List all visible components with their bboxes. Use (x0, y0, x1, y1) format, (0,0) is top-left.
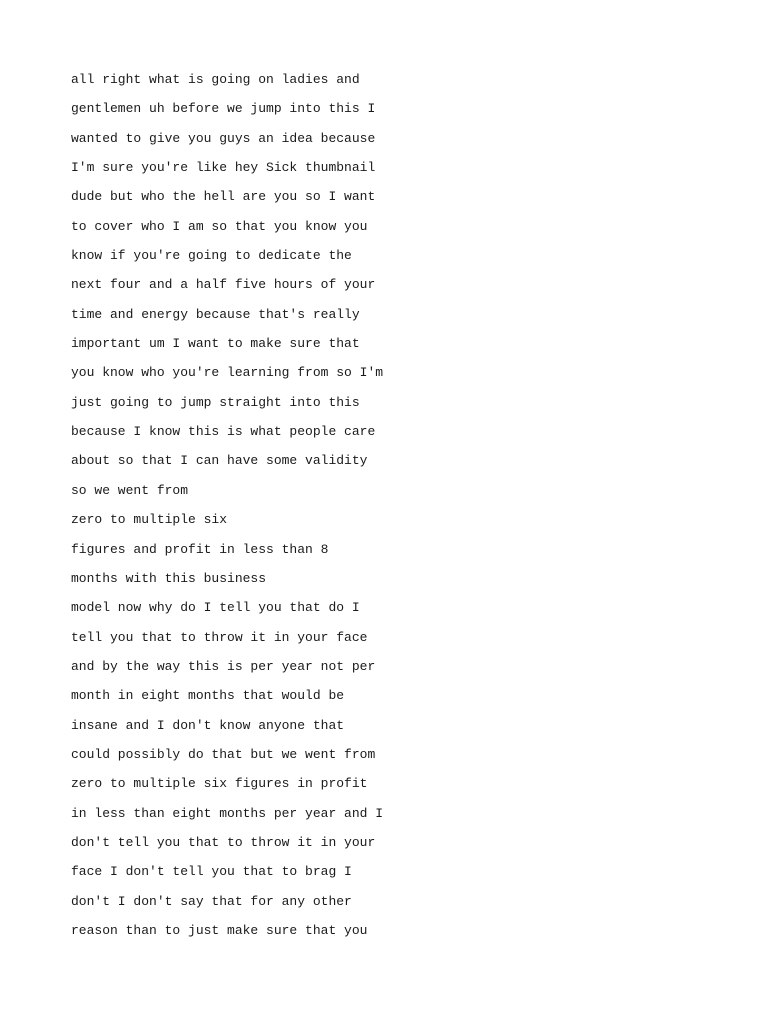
transcript-line: reason than to just make sure that you (71, 922, 368, 938)
transcript-line: model now why do I tell you that do I (71, 600, 360, 616)
transcript-line: tell you that to throw it in your face (71, 629, 368, 645)
transcript-line: and by the way this is per year not per (71, 658, 376, 674)
transcript-line: I'm sure you're like hey Sick thumbnail (71, 160, 376, 176)
transcript-line: dude but who the hell are you so I want (71, 189, 376, 205)
transcript-line: don't I don't say that for any other (71, 893, 352, 909)
transcript-line: so we went from (71, 482, 189, 498)
transcript-line: all right what is going on ladies and (71, 72, 360, 87)
transcript-line: face I don't tell you that to brag I (71, 864, 352, 880)
transcript-page (71, 70, 731, 950)
transcript-line: month in eight months that would be (71, 688, 345, 704)
transcript-line: important um I want to make sure that (71, 336, 360, 352)
transcript-line: zero to multiple six figures in profit (71, 776, 368, 792)
transcript-line: you know who you're learning from so I'm (71, 365, 384, 381)
transcript-line: because I know this is what people care (71, 424, 376, 440)
transcript-line: time and energy because that's really (71, 306, 360, 322)
transcript-line: about so that I can have some validity (71, 453, 368, 469)
transcript-line: figures and profit in less than 8 (71, 541, 329, 557)
transcript-line: gentlemen uh before we jump into this I (71, 101, 376, 117)
transcript-line: don't tell you that to throw it in your (71, 834, 376, 850)
transcript-line: know if you're going to dedicate the (71, 248, 352, 264)
transcript-line: could possibly do that but we went from (71, 746, 376, 762)
transcript-line: just going to jump straight into this (71, 394, 360, 410)
transcript-line: insane and I don't know anyone that (71, 717, 345, 733)
transcript-line: wanted to give you guys an idea because (71, 130, 376, 146)
transcript-line: next four and a half five hours of your (71, 277, 376, 293)
transcript-line: months with this business (71, 570, 267, 586)
transcript-line: zero to multiple six (71, 512, 228, 528)
transcript-line: in less than eight months per year and I (71, 805, 384, 821)
transcript-line: to cover who I am so that you know you (71, 218, 368, 234)
